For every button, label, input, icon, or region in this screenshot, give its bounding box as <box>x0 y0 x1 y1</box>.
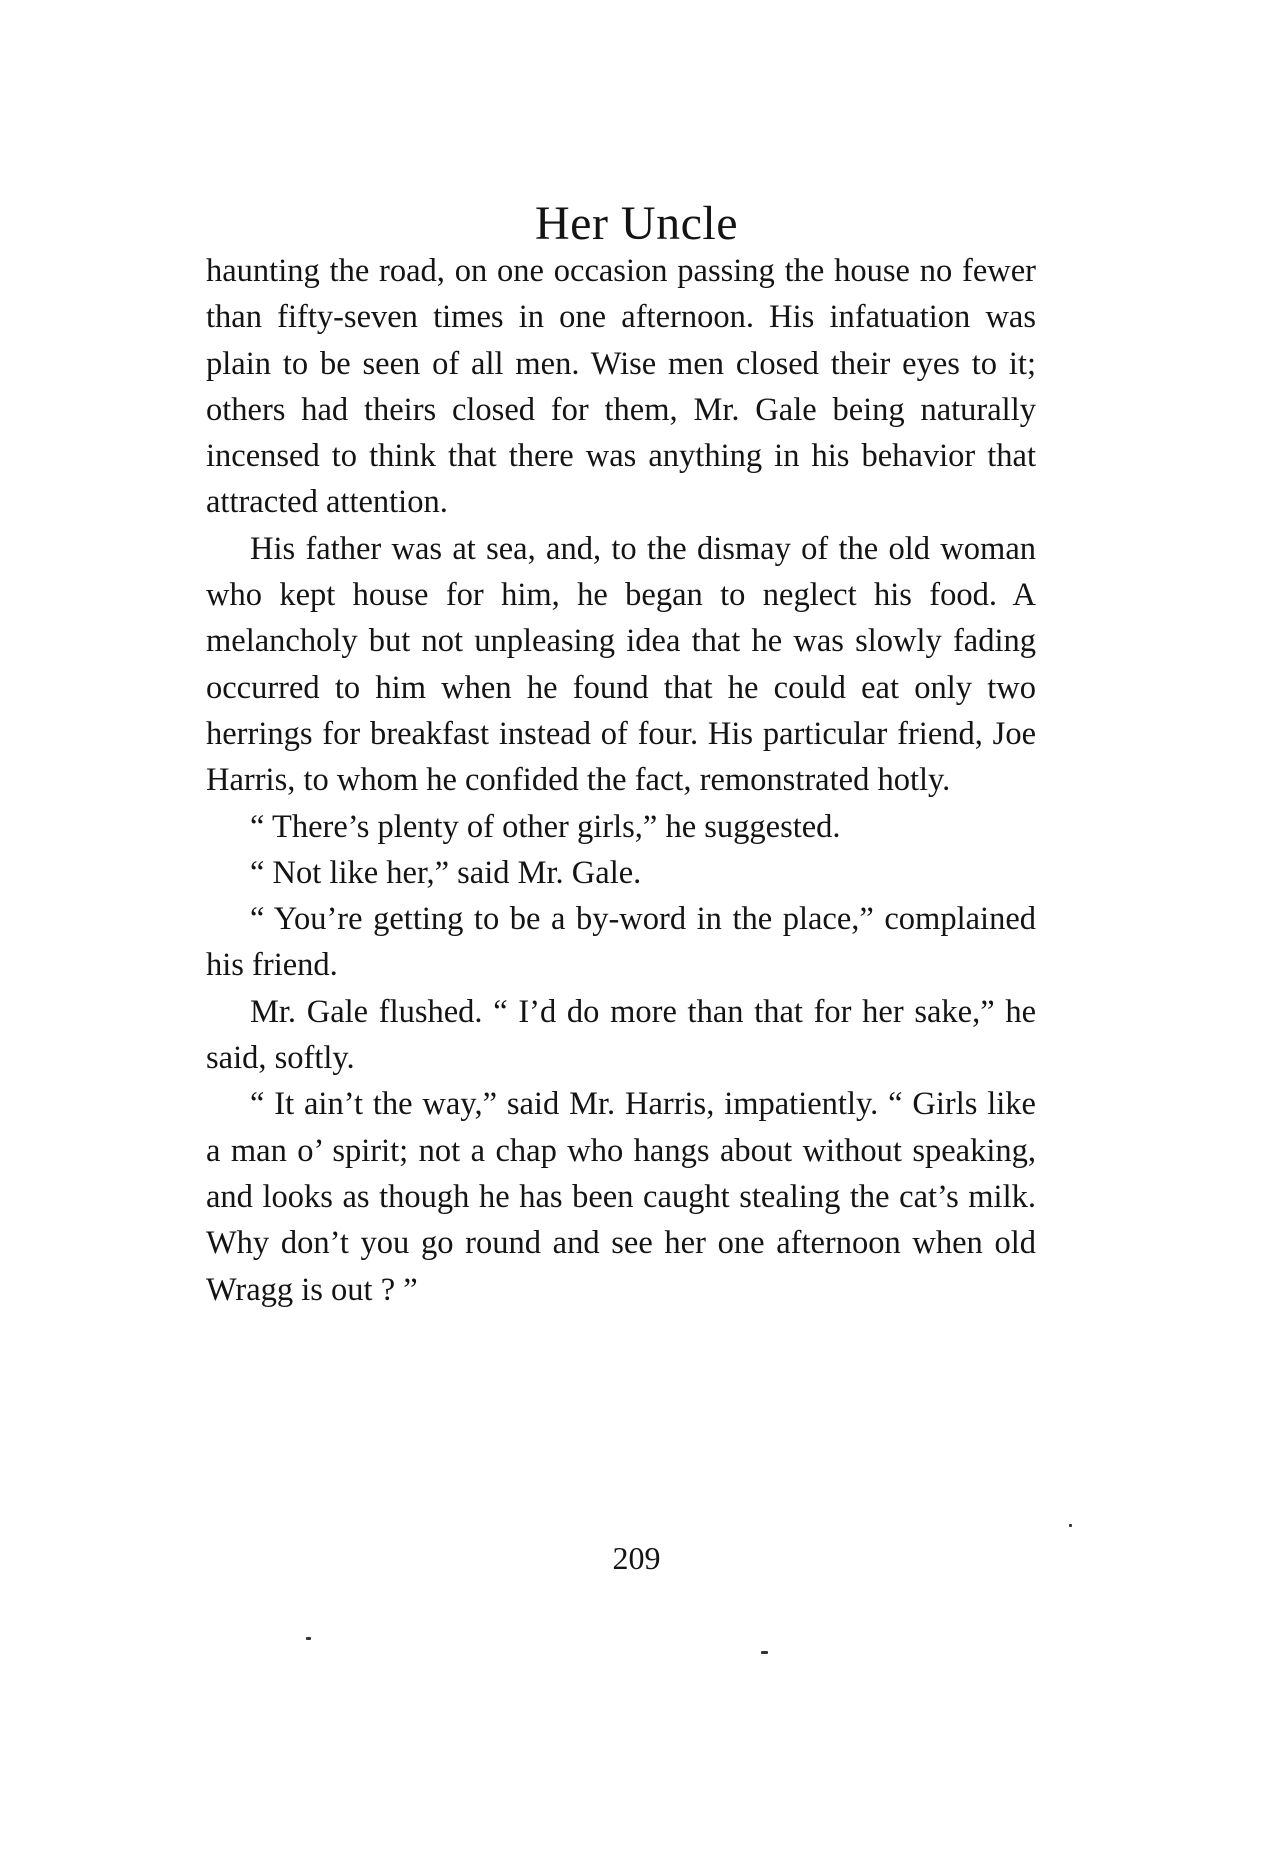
scan-speck <box>761 1651 768 1654</box>
paragraph: “ Not like her,” said Mr. Gale. <box>250 854 642 891</box>
scan-speck <box>1069 1524 1072 1527</box>
body-text <box>206 248 1036 1313</box>
paragraph: “ It ain’t the way,” said Mr. Harris, impatiently. “ Girls like a man o’ spirit; not a chap who hangs about without speaking, and looks as though he has been caught stealing the cat’s milk. Why don’t you go round and see her one afternoon when old Wragg is out ? ” <box>206 1086 1036 1308</box>
running-head: Her Uncle <box>534 197 739 250</box>
scan-speck <box>306 1637 311 1640</box>
paragraph: “ You’re getting to be a by-word in the place,” complained his friend. <box>206 901 1036 984</box>
paragraph: His father was at sea, and, to the dismay of the old woman who kept house for him, he began to neglect his food. A melancholy but not unpleasing idea that he was slowly fading occurred to him when he found that he could eat only two herrings for breakfast instead of four. His particular friend, Joe Harris, to whom he confided the fact, remonstrated hotly. <box>206 530 1036 799</box>
page-number: 209 <box>612 1540 661 1576</box>
paragraph: “ There’s plenty of other girls,” he suggested. <box>250 808 841 845</box>
paragraph: Mr. Gale flushed. “ I’d do more than that for her sake,” he said, softly. <box>206 993 1036 1077</box>
paragraph: haunting the road, on one occasion passing the house no fewer than fifty-seven times in one afternoon. His infatuation was plain to be seen of all men. Wise men closed their eyes to it; others had theirs closed for them, Mr. Gale being naturally incensed to think that there was anything in his behavior that attracted attention. <box>206 253 1036 521</box>
